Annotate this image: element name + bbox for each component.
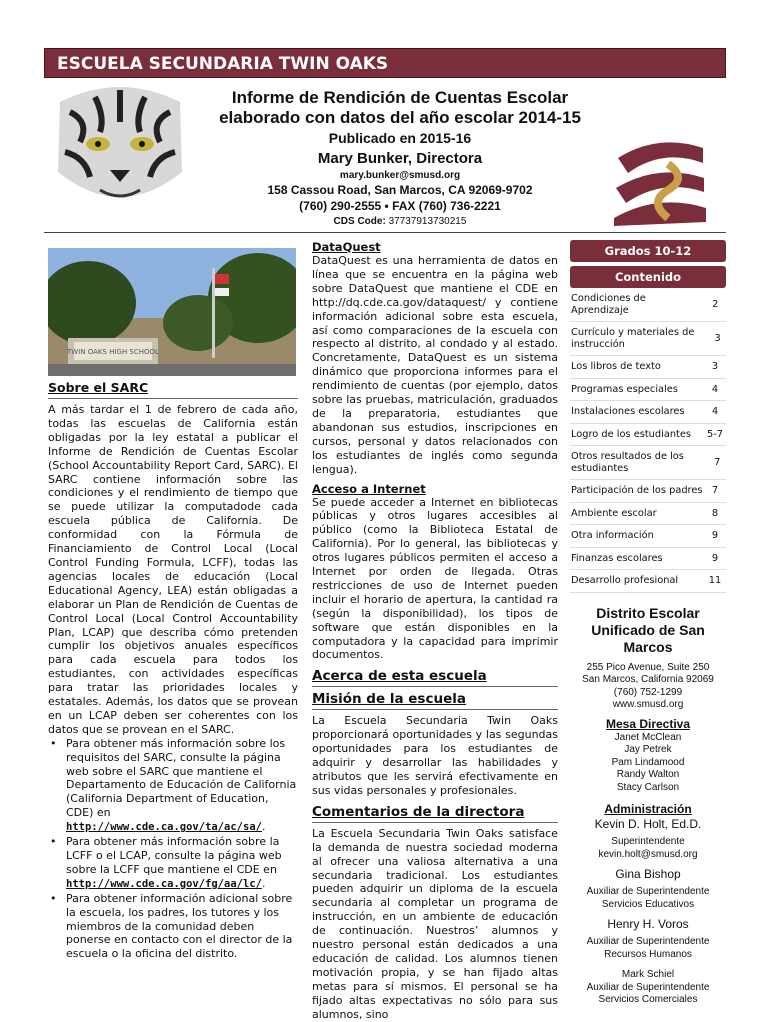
admin2-title2: Servicios Educativos: [601, 898, 695, 910]
toc-label: Programas especiales: [571, 383, 678, 395]
list-item: [48, 835, 298, 892]
contents-heading: Contenido: [570, 266, 726, 288]
toc-label: Otra información: [571, 530, 654, 541]
published-year: Publicado en 2015-16: [328, 130, 472, 146]
school-name-banner: ESCUELA SECUNDARIA TWIN OAKS: [44, 48, 726, 78]
bullet2-period: .: [261, 876, 266, 890]
admin-heading: Administración: [604, 802, 692, 816]
toc-page: 8: [711, 507, 719, 519]
admin2-name: Gina Bishop: [615, 867, 681, 881]
header-divider: [44, 232, 726, 233]
admin4-name: Mark Schiel: [621, 969, 675, 980]
toc-label: Instalaciones escolares: [571, 406, 685, 417]
board-member: Pam Lindamood: [611, 756, 685, 768]
list-item: [570, 570, 726, 593]
list-item: [570, 356, 726, 379]
toc-label: Desarrollo profesional: [571, 575, 679, 586]
sarc-heading-rule: [48, 398, 298, 399]
about-heading-rule: [312, 686, 558, 687]
board-member: Janet McClean: [614, 731, 682, 743]
dataquest-heading: DataQuest: [312, 240, 381, 254]
toc-page: 4: [711, 383, 719, 395]
internet-body: Se puede acceder a Internet en bibliotecas públicas y otros lugares accesibles al público (como la Biblioteca Estatal de California). Por lo general, las bibliotecas y otros lugares públicos permiten el acceso a Internet por orden de llegada. Otras restricciones de uso de Internet pueden incluir el horario de apertura, la cantidad ra (según la disponibilidad), los tipos de software que están disponibles en la computadora y la capacidad para imprimir documentos.: [312, 495, 558, 662]
district-address-line1: 255 Pico Avenue, Suite 250: [586, 661, 710, 673]
director-email: mary.bunker@smusd.org: [339, 170, 461, 181]
district-phone: (760) 752-1299: [613, 686, 683, 698]
admin1-email: kevin.holt@smusd.org: [598, 848, 698, 860]
director-name: Mary Bunker, Directora: [317, 150, 483, 167]
district-name: Distrito Escolar Unificado de San Marcos: [591, 604, 705, 655]
list-item: [570, 288, 726, 322]
toc-page: 2: [712, 298, 719, 310]
right-sidebar: [570, 240, 726, 1007]
admin3-name: Henry H. Voros: [607, 917, 689, 931]
sarc-heading: Sobre el SARC: [48, 380, 149, 395]
report-title-line1: Informe de Rendición de Cuentas Escolar: [231, 88, 569, 107]
table-of-contents: [570, 288, 726, 593]
school-photo: [48, 248, 296, 376]
list-item: [48, 737, 298, 835]
bullet1-text: Para obtener más información sobre los requisitos del SARC, consulte la página web sobre el SARC que mantiene el Departamento de Educación de California (California Department of Education, CDE) en: [66, 736, 297, 820]
grades-box: Grados 10-12: [570, 240, 726, 262]
toc-label: Otros resultados de los estudiantes: [571, 451, 684, 474]
toc-page: 9: [711, 552, 719, 564]
toc-label: Condiciones de Aprendizaje: [571, 293, 646, 316]
toc-page: 7: [714, 456, 721, 468]
admin4-title1: Auxiliar de Superintendente: [586, 981, 710, 993]
list-item: [570, 525, 726, 548]
mission-body: La Escuela Secundaria Twin Oaks proporcionará oportunidades y las segundas oportunidades para los estudiantes de adquirir y desarrollar las habilidades y atributos que les servirá efectivamente en sus vidas personales y profesionales.: [312, 714, 558, 797]
school-address: 158 Cassou Road, San Marcos, CA 92069-9702: [267, 183, 533, 197]
admin3-title1: Auxiliar de Superintendente: [586, 936, 710, 947]
toc-label: Logro de los estudiantes: [571, 428, 692, 440]
dataquest-body: DataQuest es una herramienta de datos en línea que se encuentra en la página web sobre DataQuest que mantiene el CDE en http://dq.cde.ca.gov/dataquest/ y contiene información adicional sobre esta escuela, así como comparaciones de la escuela con respecto al distrito, al condado y al estado. Concretamente, DataQuest es un sistema dinámico que proporciona informes para el rendimiento de cuentas (por ejemplo, datos sobre las pruebas, matriculación, graduados de la preparatoria, estudiantes que abandonan sus estudios, inscripciones en cursos, personal y datos relacionados con los estudiantes de inglés como segunda lengua).: [312, 254, 558, 476]
comments-heading: Comentarios de la directora: [312, 803, 525, 820]
district-logo: [608, 128, 712, 232]
district-info: [570, 605, 726, 1007]
bullet3-text: Para obtener información adicional sobre la escuela, los padres, los tutores y los miembros de la comunidad deben ponerse en contacto con el director de la escuela o la oficina del distrito.: [66, 891, 293, 961]
comments-heading-rule: [312, 822, 558, 823]
list-item: [570, 424, 726, 447]
cde-sarc-link[interactable]: http://www.cde.ca.gov/ta/ac/sa/: [66, 821, 262, 834]
list-item: [570, 446, 726, 480]
toc-page: 3: [711, 361, 719, 372]
board-member: Randy Walton: [616, 769, 680, 780]
admin3-title2: Recursos Humanos: [604, 948, 692, 960]
report-title-line2: elaborado con datos del año escolar 2014-15: [219, 108, 581, 127]
admin2-title1: Auxiliar de Superintendente: [586, 886, 710, 897]
list-item: [570, 379, 726, 402]
toc-page: 3: [714, 332, 721, 344]
sarc-body: A más tardar el 1 de febrero de cada año, todas las escuelas de California están obligadas por la ley estatal a publicar el Informe de Rendición de Cuentas Escolar (School Accountability Report Card, SARC). El SARC contiene información sobre las condiciones y el rendimiento de tiempo que se puede utilizar la computadode cada escuela pública de California. De conformidad con la Fórmula de Financiamiento de Control Local (Local Control Funding Formula, LCFF), todas las agencias locales de educación (Local Educational Agency, LEA) están obligadas a elaborar un Plan de Rendición de Cuentas de Control Local (Local Control Accountability Plan, LCAP) que describa cómo pretenden cumplir los objetivos anuales específicos para cada escuela para todos los estudiantes, con actividades específicas para tratar las prioridades locales y estatales. Además, los datos que se provean en un LCAP deben ser coherentes con los datos que se provean en el SARC.: [48, 403, 298, 736]
toc-label: Los libros de texto: [571, 361, 661, 372]
admin4-title2: Servicios Comerciales: [598, 994, 698, 1005]
toc-page: 9: [711, 530, 719, 541]
school-phone: (760) 290-2555 • FAX (760) 736-2221: [299, 199, 501, 213]
sarc-bullets: [48, 737, 298, 962]
board-member: Jay Petrek: [624, 744, 672, 755]
list-item: [570, 401, 726, 424]
board-heading: Mesa Directiva: [605, 716, 691, 731]
about-heading: Acerca de esta escuela: [312, 668, 487, 685]
toc-label: Currículo y materiales de instrucción: [571, 327, 695, 350]
toc-label: Finanzas escolares: [571, 552, 663, 564]
toc-label: Ambiente escolar: [571, 507, 657, 519]
admin1-title: Superintendente: [611, 836, 685, 847]
comments-body: La Escuela Secundaria Twin Oaks satisface la demanda de nuestra sociedad moderna al ofrecer una valiosa alternativa a una secundaria tradicional. Los estudiantes pueden adquirir un diploma de la escuela secundaria al completar un programa de instrucción, en un ambiente de educación de continuación. Nuestros’ alumnos y nuestro personal están dedicados a una educación de calidad. Los alumnos tienen motivación propia, y se han fijado altas metas para sí mismos. El personal se ha fijado altas expectativas no sólo para sus alumnos, sino: [312, 826, 558, 1021]
cds-code-label: CDS Code:: [333, 216, 386, 227]
internet-heading: Acceso a Internet: [312, 481, 426, 496]
list-item: [48, 892, 298, 962]
district-address-line2: San Marcos, California 92069: [582, 674, 714, 685]
mission-heading-rule: [312, 709, 558, 710]
cds-code-value: 37737913730215: [388, 216, 467, 227]
board-members: [570, 732, 726, 795]
left-column: [48, 380, 298, 961]
middle-column: [312, 240, 558, 1022]
list-item: [570, 503, 726, 526]
toc-label: Participación de los padres: [571, 485, 703, 496]
toc-page: 11: [708, 575, 722, 586]
board-member: Stacy Carlson: [616, 781, 680, 793]
cde-lcff-link[interactable]: http://www.cde.ca.gov/fg/aa/lc/: [66, 877, 262, 890]
cds-code: [200, 216, 600, 227]
tiger-mascot-image: [50, 82, 190, 210]
photo-sign-text: TWIN OAKS HIGH SCHOOL: [67, 348, 159, 356]
bullet2-text: Para obtener más información sobre la LCFF o el LCAP, consulte la página web sobre la LCFF que mantiene el CDE en: [66, 835, 282, 876]
toc-page: 7: [711, 485, 719, 496]
bullet1-period: .: [261, 820, 266, 834]
toc-page: 5-7: [706, 428, 723, 440]
district-website: www.smusd.org: [612, 699, 684, 710]
mission-heading: Misión de la escuela: [312, 691, 466, 708]
admin1-name: Kevin D. Holt, Ed.D.: [594, 817, 702, 831]
list-item: [570, 548, 726, 571]
list-item: [570, 480, 726, 503]
list-item: [570, 322, 726, 356]
toc-page: 4: [711, 406, 719, 417]
